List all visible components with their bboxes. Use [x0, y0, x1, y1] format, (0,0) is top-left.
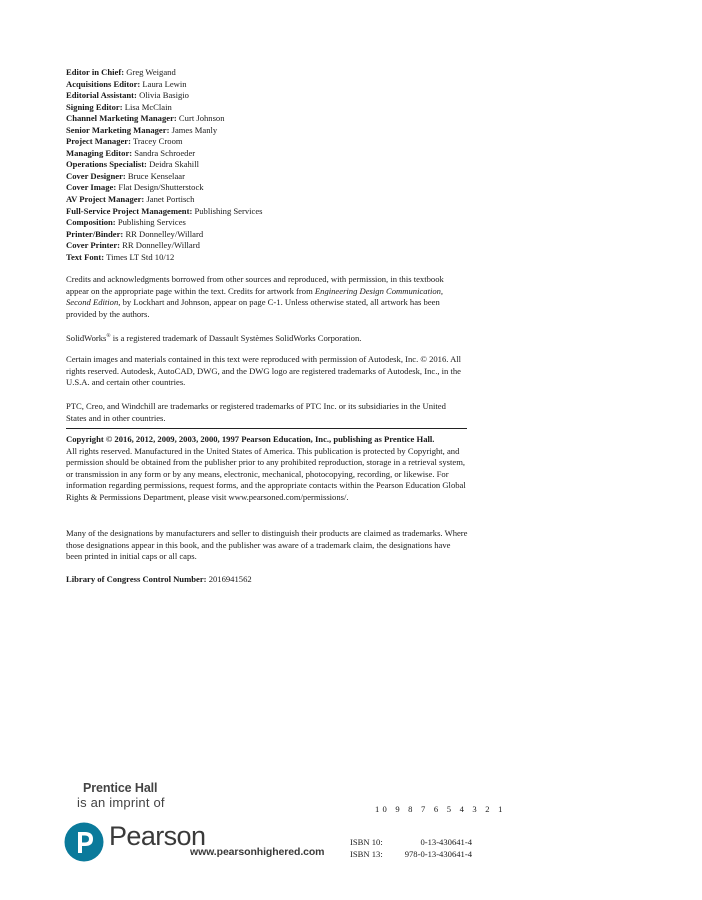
credit-name: Janet Portisch — [146, 194, 195, 205]
copyright-body: All rights reserved. Manufactured in the United States of America. This publication is protected by Copyright, and permission should be obtained from the publisher prior to any prohibited reproduction, storage in a retrieval system, or transmission in any form or by any means, electronic, mechanical, photocopying, recording, or likewise. For information regarding permissions, request forms, and the appropriate contacts within the Pearson Education Global Rights & Permissions Department, please visit www.pearsoned.com/permissions/. — [66, 445, 466, 502]
copyright-block — [66, 434, 468, 504]
credit-name: RR Donnelley/Willard — [122, 240, 200, 251]
pearson-logo-icon — [64, 822, 104, 862]
credit-role: Signing Editor: — [66, 101, 123, 112]
credit-row — [66, 194, 263, 206]
solidworks-notice: SolidWorks® is a registered trademark of Dassault Systèmes SolidWorks Corporation. — [66, 333, 362, 343]
credit-row — [66, 252, 263, 264]
imprint-name: Prentice Hall — [83, 781, 158, 795]
credit-row — [66, 113, 263, 125]
credit-name: Sandra Schroeder — [134, 147, 196, 158]
autodesk-notice: Certain images and materials contained in this text were reproduced with permission of Autodesk, Inc. © 2016. All rights reserved. Autodesk, AutoCAD, DWG, and the DWG logo are registered trademarks of Autodesk, Inc., in the U.S.A. and certain other countries. — [66, 354, 462, 388]
credit-name: Olivia Basigio — [139, 90, 189, 101]
credit-name: James Manly — [171, 124, 218, 135]
credit-name: RR Donnelley/Willard — [125, 228, 204, 239]
credit-row — [66, 171, 263, 183]
book-title: Engineering Design Communication, Second Edition — [66, 285, 444, 308]
ptc-notice: PTC, Creo, and Windchill are trademarks or registered trademarks of PTC Inc. or its subsidiaries in the United States and in other countries. — [66, 401, 446, 423]
credit-name: Curt Johnson — [178, 113, 225, 124]
credit-row — [66, 148, 263, 160]
credit-role: Senior Marketing Manager: — [66, 124, 170, 135]
credit-role: Full-Service Project Management: — [66, 205, 193, 216]
credit-role: Channel Marketing Manager: — [66, 113, 177, 124]
credit-role: Operations Specialist: — [66, 159, 147, 170]
credit-name: Flat Design/Shutterstock — [118, 182, 204, 193]
logo-circle — [65, 823, 104, 862]
credit-role: Acquisitions Editor: — [66, 78, 141, 89]
isbn-10: ISBN 10: 0-13-430641-4 — [350, 837, 472, 847]
credit-role: Editorial Assistant: — [66, 90, 137, 101]
staff-credits — [66, 67, 263, 263]
credit-role: Text Font: — [66, 251, 105, 262]
credit-row — [66, 206, 263, 218]
credit-row — [66, 182, 263, 194]
credit-row — [66, 136, 263, 148]
credit-name: Laura Lewin — [142, 78, 187, 89]
credit-row — [66, 90, 263, 102]
credit-name: Deidra Skahill — [149, 159, 199, 170]
credit-row — [66, 159, 263, 171]
credit-role: AV Project Manager: — [66, 194, 145, 205]
credit-row — [66, 102, 263, 114]
credit-name: Greg Weigand — [126, 67, 176, 77]
credit-row — [66, 229, 263, 241]
designations-notice: Many of the designations by manufacturers and seller to distinguish their products are claimed as trademarks. Where those designations appear in this book, and the publisher was aware of a trademark claim, the designations have been printed in initial caps or all caps. — [66, 528, 468, 562]
credit-name: Bruce Kenselaar — [127, 170, 185, 181]
credit-name: Tracey Croom — [132, 136, 183, 147]
registered-mark: ® — [106, 333, 111, 340]
credit-role: Cover Image: — [66, 182, 117, 193]
isbn-13: ISBN 13: 978-0-13-430641-4 — [350, 849, 472, 859]
copyright-heading: Copyright © 2016, 2012, 2009, 2003, 2000, 1997 Pearson Education, Inc., publishing as Prentice Hall. — [66, 434, 435, 444]
credit-role: Managing Editor: — [66, 147, 133, 158]
credit-name: Publishing Services — [117, 217, 186, 228]
credit-name: Times LT Std 10/12 — [106, 251, 175, 262]
credit-row — [66, 217, 263, 229]
credit-role: Printer/Binder: — [66, 228, 124, 239]
credit-name: Lisa McClain — [124, 101, 172, 112]
credit-row — [66, 240, 263, 252]
credit-role: Cover Printer: — [66, 240, 121, 251]
credit-role: Project Manager: — [66, 136, 131, 147]
credit-row — [66, 79, 263, 91]
credit-name: Publishing Services — [194, 205, 263, 216]
publisher-url: www.pearsonhighered.com — [190, 846, 325, 858]
credit-role: Cover Designer: — [66, 170, 126, 181]
imprint-statement: is an imprint of — [77, 795, 165, 810]
credit-row — [66, 67, 263, 79]
credit-role: Editor in Chief: — [66, 67, 125, 77]
printing-line: 10 9 8 7 6 5 4 3 2 1 — [375, 804, 506, 814]
credit-row — [66, 125, 263, 137]
divider-rule — [66, 428, 467, 429]
credit-role: Composition: — [66, 217, 116, 228]
pearson-wordmark: Pearson — [109, 821, 206, 851]
loc-control-number: Library of Congress Control Number: 2016941562 — [66, 574, 252, 584]
acknowledgments-paragraph: Credits and acknowledgments borrowed from other sources and reproduced, with permission, in this textbook appear on the appropriate page within the text. Credits for artwork from Engineering Design Communication, Second Edition, by Lockhart and Johnson, appear on page C-1. Unless otherwise stated, all artwork has been provided by the authors. — [66, 274, 444, 319]
